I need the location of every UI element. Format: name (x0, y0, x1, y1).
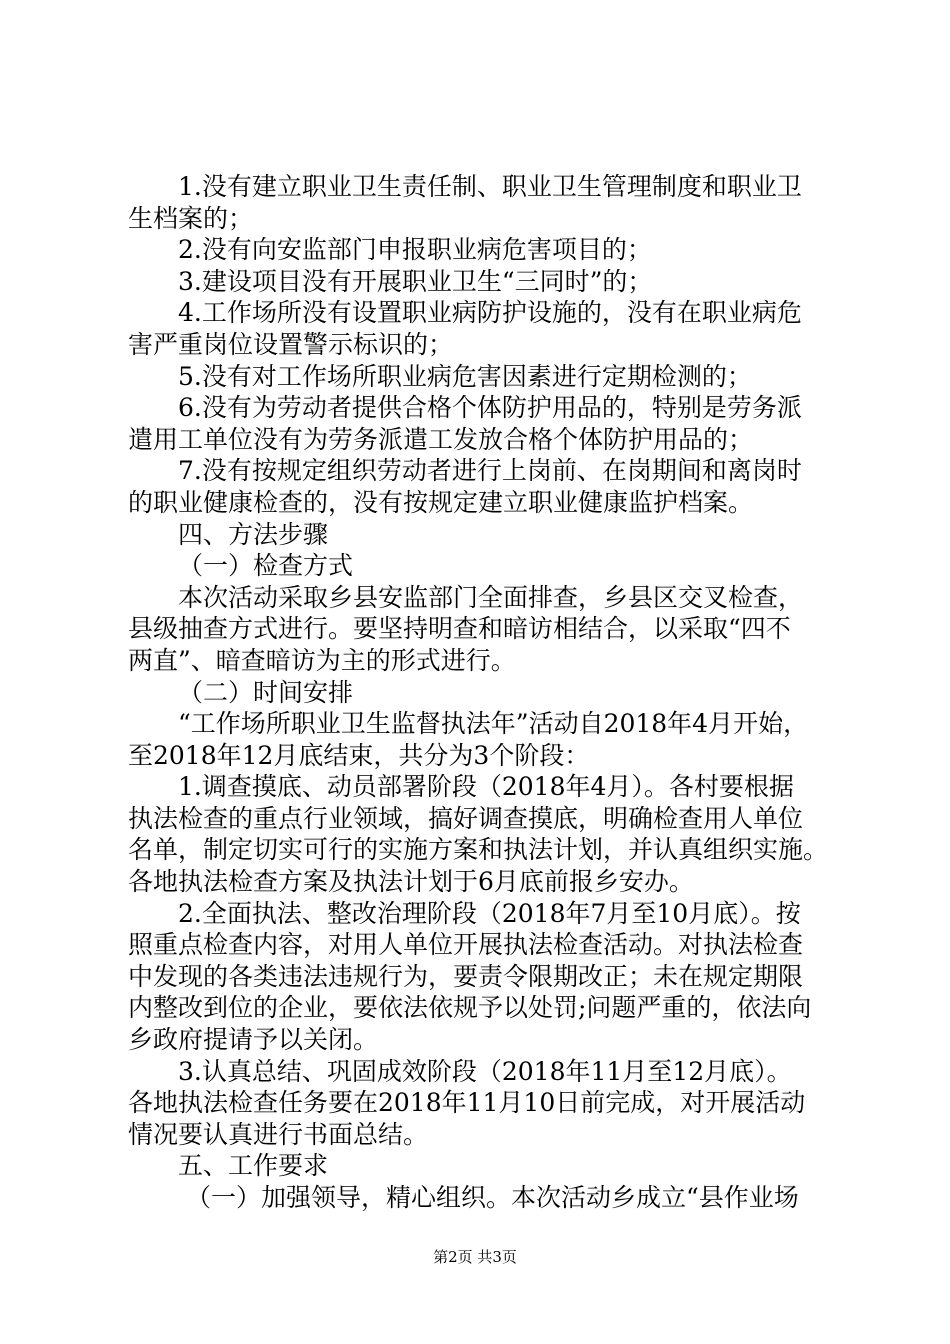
text-line: （一）加强领导，精心组织。本次活动乡成立“县作业场 (186, 1183, 799, 1212)
text-line: 1.没有建立职业卫生责任制、职业卫生管理制度和职业卫 (178, 172, 802, 201)
text-line: 本次活动采取乡县安监部门全面排查，乡县区交叉检查， (178, 582, 804, 612)
subsection-heading: （一）检查方式 (178, 551, 354, 581)
text-line: 5.没有对工作场所职业病危害因素进行定期检测的； (178, 361, 752, 391)
text-line: 内整改到位的企业，要依法依规予以处罚;问题严重的，依法向 (128, 993, 812, 1023)
text-line: 情况要认真进行书面总结。 (128, 1119, 429, 1149)
text-line: 3.认真总结、巩固成效阶段（2018年11月至12月底）。 (178, 1056, 792, 1086)
text-line: 3.建设项目没有开展职业卫生“三同时”的； (178, 266, 653, 296)
subsection-heading: （二）时间安排 (178, 677, 354, 707)
text-line: 2.全面执法、整改治理阶段（2018年7月至10月底）。按 (178, 898, 801, 928)
text-line: 执法检查的重点行业领域，搞好调查摸底，明确检查用人单位 (128, 803, 804, 833)
text-line: 各地执法检查方案及执法计划于6月底前报乡安办。 (128, 867, 694, 897)
page-number: 第2页 共3页 (433, 1248, 517, 1266)
text-line: 照重点检查内容，对用人单位开展执法检查活动。对执法检查 (128, 930, 804, 960)
text-line: 各地执法检查任务要在2018年11月10日前完成，对开展活动 (128, 1088, 806, 1118)
text-line: 的职业健康检查的，没有按规定建立职业健康监护档案。 (128, 487, 754, 517)
text-line: 至2018年12月底结束，共分为3个阶段： (128, 740, 590, 770)
text-line: 中发现的各类违法违规行为，要责令限期改正；未在规定期限 (128, 961, 804, 991)
text-line: 生档案的； (128, 203, 254, 233)
text-line: 两直”、暗查暗访为主的形式进行。 (128, 645, 516, 675)
section-heading: 四、方法步骤 (178, 519, 329, 549)
text-line: 乡政府提请予以关闭。 (128, 1025, 379, 1055)
section-heading: 五、工作要求 (178, 1151, 329, 1181)
document-body (128, 171, 840, 1214)
text-line: 害严重岗位设置警示标识的； (128, 329, 454, 359)
text-line: 2.没有向安监部门申报职业病危害项目的； (178, 235, 652, 265)
text-line: 4.工作场所没有设置职业病防护设施的，没有在职业病危 (178, 298, 802, 328)
text-line: 1.调查摸底、动员部署阶段（2018年4月）。各村要根据 (178, 772, 794, 802)
text-line: 遣用工单位没有为劳务派遣工发放合格个体防护用品的； (128, 424, 754, 454)
text-line: “工作场所职业卫生监督执法年”活动自2018年4月开始， (178, 709, 809, 739)
text-line: 县级抽查方式进行。要坚持明查和暗访相结合，以采取“四不 (128, 614, 791, 644)
text-line: 6.没有为劳动者提供合格个体防护用品的，特别是劳务派 (178, 393, 802, 423)
text-line: 名单，制定切实可行的实施方案和执法计划，并认真组织实施。 (128, 835, 829, 865)
text-line: 7.没有按规定组织劳动者进行上岗前、在岗期间和离岗时 (178, 456, 802, 486)
